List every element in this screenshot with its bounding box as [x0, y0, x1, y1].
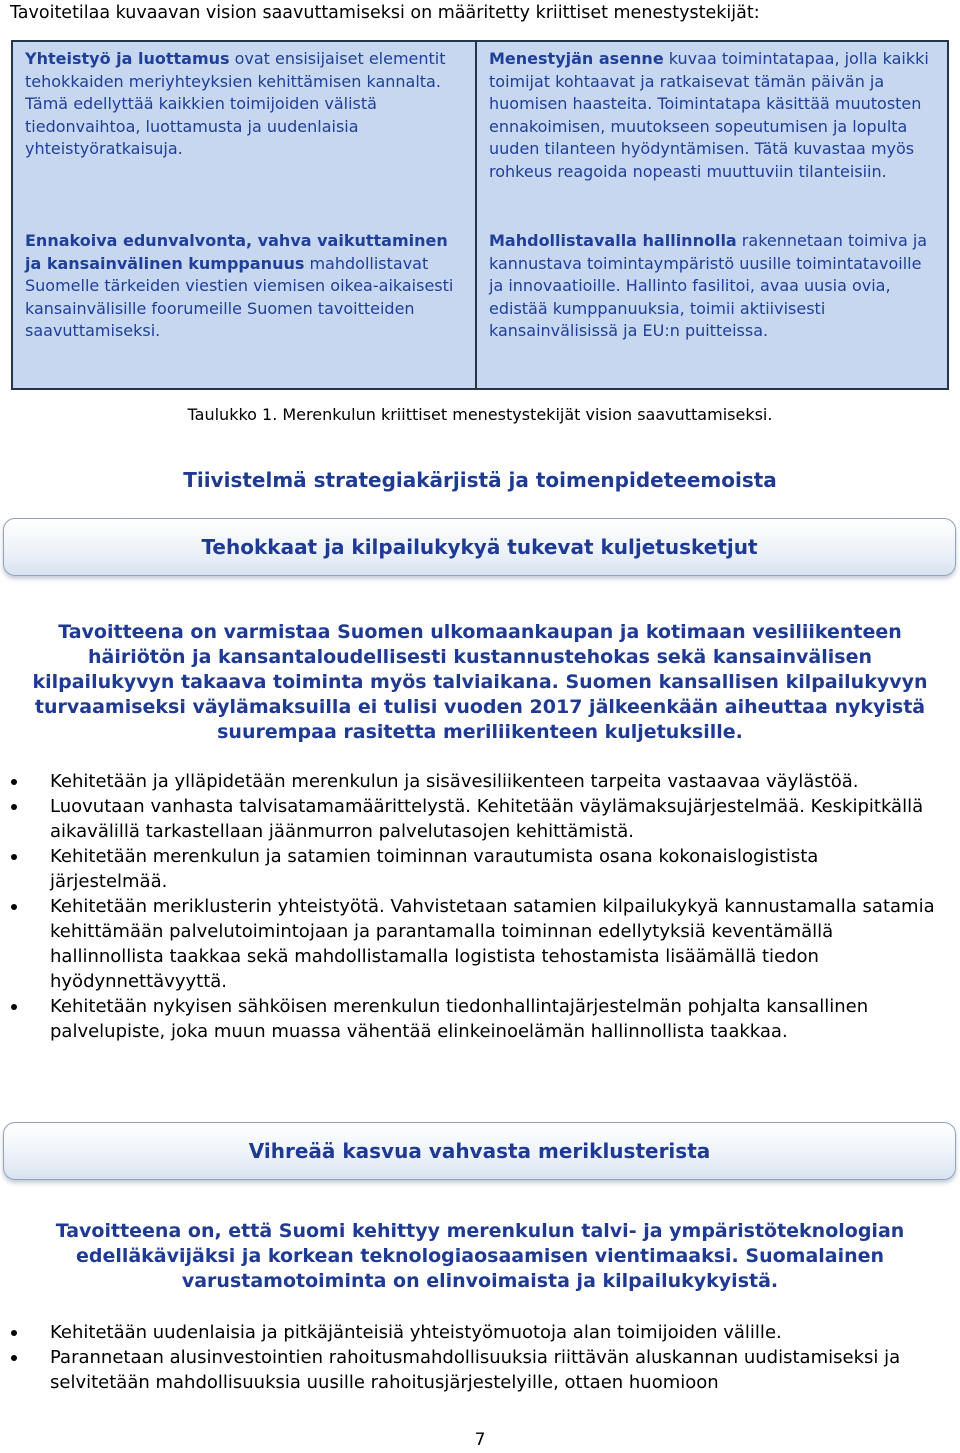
list-item: Kehitetään meriklusterin yhteistyötä. Vahvistetaan satamien kilpailukykyä kannustamalla satamia kehittämään palvelutoimintojaan ja parantamalla toiminnan edellytyksiä keventämällä hallinnollista taakkaa sekä mahdollistamalla logistista tehostamista lisäämällä tiedon hyödynnettävyyttä.	[0, 894, 940, 994]
theme-bullets-transport	[0, 769, 940, 1044]
list-item: Kehitetään uudenlaisia ja pitkäjänteisiä yhteistyömuotoja alan toimijoiden välille.	[0, 1320, 940, 1345]
list-item: Kehitetään nykyisen sähköisen merenkulun tiedonhallintajärjestelmän pohjalta kansallinen palvelupiste, joka muun muassa vähentää elinkeinoelämän hallinnollista taakkaa.	[0, 994, 940, 1044]
theme-goal-green-growth: Tavoitteena on, että Suomi kehittyy merenkulun talvi- ja ympäristöteknologian edelläkävijäksi ja korkean teknologiaosaamisen vientimaaksi. Suomalainen varustamotoiminta on elinvoimaista ja kilpailukykyistä.	[55, 1220, 905, 1292]
factor-cooperation: Yhteistyö ja luottamus ovat ensisijaiset elementit tehokkaiden meriyhteyksien kehittämisen kannalta. Tämä edellyttää kaikkien toimijoiden välistä tiedonvaihtoa, luottamusta ja uudenlaisia yhteistyöratkaisuja.	[25, 49, 446, 159]
theme-banner-green-growth: Vihreää kasvua vahvasta meriklusterista	[3, 1122, 956, 1180]
bullet-icon	[11, 1330, 17, 1336]
list-item: Kehitetään ja ylläpidetään merenkulun ja sisävesiliikenteen tarpeita vastaavaa väylästöä.	[0, 769, 940, 794]
theme-bullets-green-growth	[0, 1320, 940, 1395]
bullet-icon	[11, 779, 17, 785]
section-title: Tiivistelmä strategiakärjistä ja toimenpideteemoista	[183, 468, 777, 492]
theme-banner-transport: Tehokkaat ja kilpailukykyä tukevat kuljetusketjut	[3, 518, 956, 576]
list-item: Luovutaan vanhasta talvisatamamäärittelystä. Kehitetään väylämaksujärjestelmää. Keskipitkällä aikavälillä tarkastellaan jäänmurron palvelutasojen kehittämistä.	[0, 794, 940, 844]
factors-left-column	[12, 41, 476, 389]
factors-right-column	[476, 41, 948, 389]
bullet-icon	[11, 804, 17, 810]
intro-text: Tavoitetilaa kuvaavan vision saavuttamiseksi on määritetty kriittiset menestystekijät:	[10, 3, 760, 23]
factor-advocacy: Ennakoiva edunvalvonta, vahva vaikuttaminen ja kansainvälinen kumppanuus mahdollistavat Suomelle tärkeiden viestien viemisen oikea-aikaisesti kansainvälisille foorumeille Suomen tavoitteiden saavuttamiseksi.	[25, 231, 454, 341]
list-item: Kehitetään merenkulun ja satamien toiminnan varautumista osana kokonaislogistista järjestelmää.	[0, 844, 940, 894]
bullet-icon	[11, 1355, 17, 1361]
list-item: Parannetaan alusinvestointien rahoitusmahdollisuuksia riittävän aluskannan uudistamiseksi ja selvitetään mahdollisuuksia uusille rahoitusjärjestelyille, ottaen huomioon	[0, 1345, 940, 1395]
theme-goal-transport: Tavoitteena on varmistaa Suomen ulkomaankaupan ja kotimaan vesiliikenteen häiriötön ja kansantaloudellisesti kustannustehokas sekä kansainvälisen kilpailukyvyn takaava toiminta myös talviaikana. Suomen kansallisen kilpailukyvyn turvaamiseksi väylämaksuilla ei tulisi vuoden 2017 jälkeenkään aiheuttaa nykyistä suurempaa rasitetta meriliikenteen kuljetuksille.	[32, 621, 928, 743]
bullet-icon	[11, 1004, 17, 1010]
page-number: 7	[474, 1430, 486, 1450]
factor-attitude: Menestyjän asenne kuvaa toimintatapaa, jolla kaikki toimijat kohtaavat ja ratkaisevat tämän päivän ja huomisen haasteita. Toimintatapa käsittää muutosten ennakoimisen, muutokseen sopeutumisen ja lopulta uuden tilanteen hyödyntämisen. Tätä kuvastaa myös rohkeus reagoida nopeasti muuttuviin tilanteisiin.	[489, 49, 929, 181]
success-factors-table	[11, 40, 949, 390]
table-caption: Taulukko 1. Merenkulun kriittiset menestystekijät vision saavuttamiseksi.	[187, 405, 773, 424]
factor-administration: Mahdollistavalla hallinnolla rakennetaan toimiva ja kannustava toimintaympäristö uusille toimintatavoille ja innovaatioille. Hallinto fasilitoi, avaa uusia ovia, edistää kumppanuuksia, toimii aktiivisesti kansainvälisissä ja EU:n puitteissa.	[489, 231, 928, 341]
bullet-icon	[11, 904, 17, 910]
bullet-icon	[11, 854, 17, 860]
